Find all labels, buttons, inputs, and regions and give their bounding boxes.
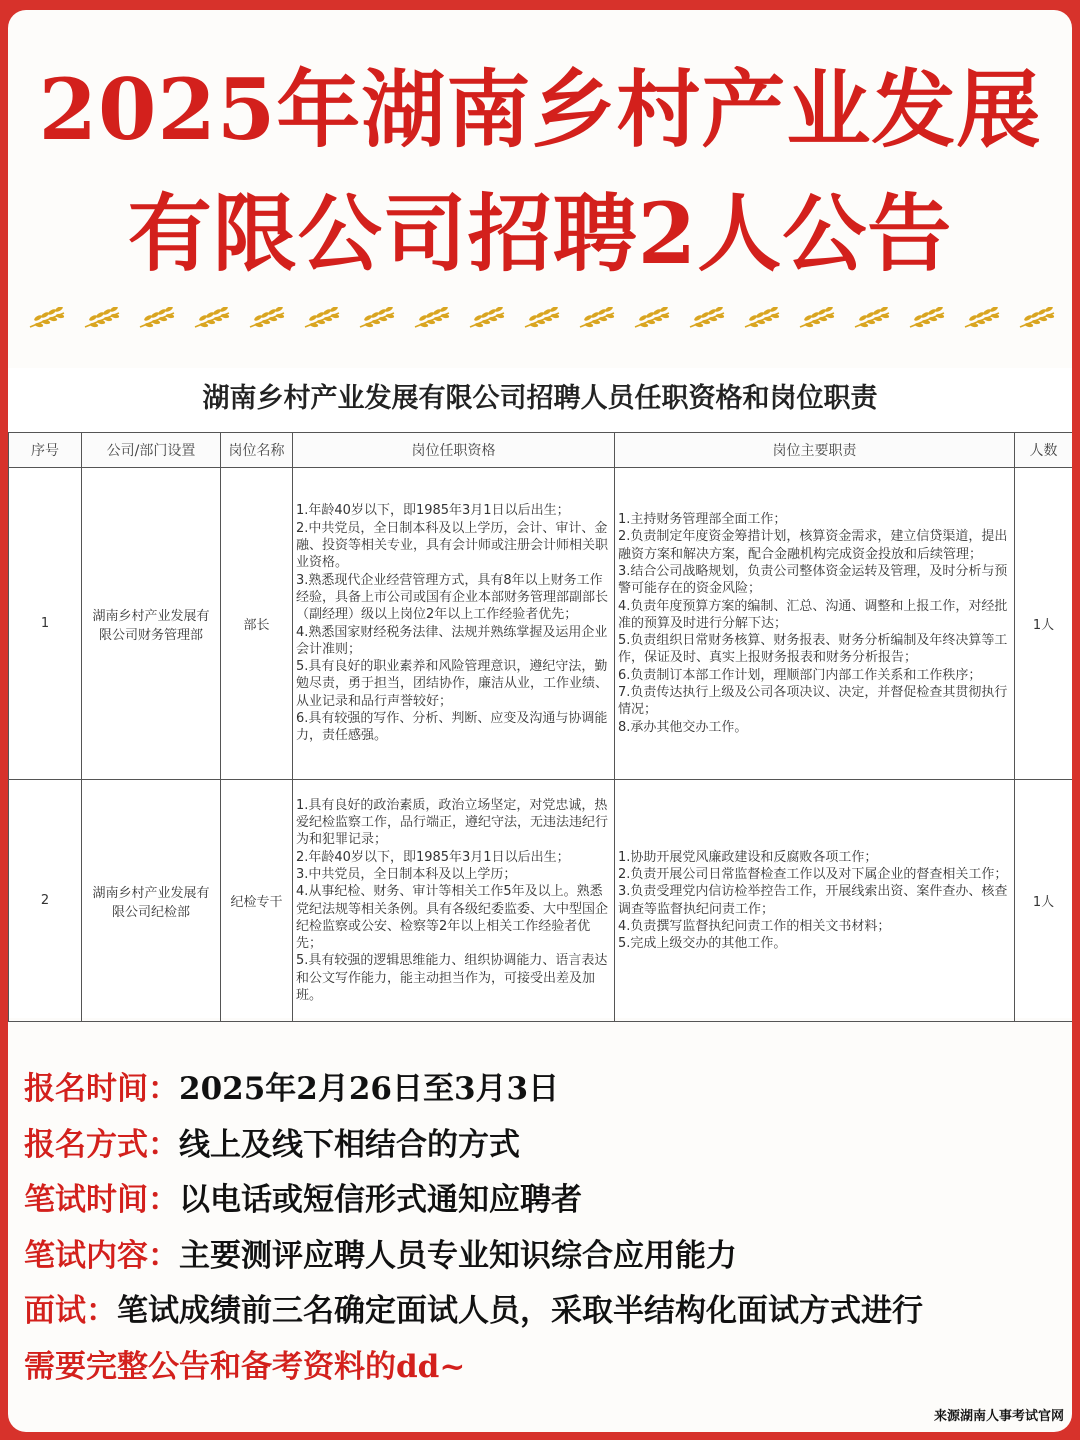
col-header-position: 岗位名称: [221, 433, 293, 468]
list-item: 8.承办其他交办工作。: [618, 719, 748, 735]
exam-time-label: 笔试时间：: [24, 1182, 179, 1218]
col-header-count: 人数: [1015, 433, 1073, 468]
list-item: 4.负责年度预算方案的编制、汇总、沟通、调整和上报工作，对经批准的预算及时进行分解下达；: [618, 598, 1008, 631]
recruitment-table-sheet: [8, 368, 1072, 1018]
list-item: 3.熟悉现代企业经营管理方式，具有8年以上财务工作经验，具备上市公司或国有企业本部财务管理部副部长（副经理）级以上岗位2年以上工作经验者优先；: [296, 572, 609, 623]
list-item: 2.负责开展公司日常监督检查工作以及对下属企业的督查相关工作；: [618, 866, 1008, 882]
source-note: 来源湖南人事考试官网: [933, 1409, 1064, 1424]
list-item: 2.负责制定年度资金筹措计划，核算资金需求，建立信贷渠道，提出融资方案和解决方案，配合金融机构完成资金投放和后续管理；: [618, 529, 1008, 562]
list-item: 5.负责组织日常财务核算、财务报表、财务分析编制及年终决算等工作，保证及时、真实上报财务报表和财务分析报告；: [618, 633, 1008, 666]
exam-content-value: 主要测评应聘人员专业知识综合应用能力: [179, 1237, 737, 1274]
wheat-ear-icon: [413, 307, 453, 331]
table-row: [9, 780, 1073, 1022]
wheat-ear-icon: [963, 307, 1003, 331]
list-item: 7.负责传达执行上级及公司各项决议、决定，并督促检查其贯彻执行情况；: [618, 685, 1008, 718]
table-title: 湖南乡村产业发展有限公司招聘人员任职资格和岗位职责: [202, 383, 878, 414]
col-header-duties: 岗位主要职责: [615, 433, 1015, 468]
list-item: 6.具有较强的写作、分析、判断、应变及沟通与协调能力，责任感强。: [296, 710, 608, 744]
signup-method-label: 报名方式：: [24, 1126, 179, 1163]
signup-time-label: 报名时间：: [24, 1071, 179, 1107]
list-item: 5.具有良好的职业素养和风险管理意识，遵纪守法，勤勉尽责，勇于担当，团结协作，廉洁从业，工作业绩、从业记录和品行声誉较好；: [296, 659, 609, 709]
list-item: 5.完成上级交办的其他工作。: [618, 936, 787, 952]
list-item: 3.结合公司战略规划，负责公司整体资金运转及管理，及时分析与预警可能存在的资金风险；: [618, 563, 1008, 597]
list-item: 4.从事纪检、财务、审计等相关工作5年及以上。熟悉党纪法规等相关条例。具有各级纪委监委、大中型国企纪检监察或公安、检察等2年以上相关工作经验者优先；: [296, 884, 609, 952]
interview-label: 面试：: [24, 1293, 117, 1329]
cell-dept: 湖南乡村产业发展有限公司财务管理部: [82, 468, 221, 780]
title-line-2: 有限公司招聘2人公告: [127, 184, 953, 283]
list-item: 3.负责受理党内信访检举控告工作，开展线索出资、案件查办、核查调查等监督执纪问责工作；: [618, 884, 1008, 917]
wheat-ear-icon: [193, 307, 233, 331]
wheat-ear-icon: [248, 307, 288, 331]
cell-no: 1: [9, 468, 82, 780]
col-header-qualifications: 岗位任职资格: [293, 433, 615, 468]
interview: [24, 1284, 1064, 1340]
list-item: 5.具有较强的逻辑思维能力、组织协调能力、语言表达和公文写作能力，能主动担当作为，可接受出差及加班。: [296, 953, 608, 1003]
exam-time: [24, 1173, 1064, 1229]
notice-page: [8, 10, 1072, 1432]
exam-content-label: 笔试内容：: [24, 1237, 179, 1274]
info-section: [24, 1062, 1064, 1395]
wheat-ear-icon: [138, 307, 178, 331]
table-header-row: [9, 433, 1073, 468]
wheat-ear-icon: [633, 307, 673, 331]
list-item: 2.年龄40岁以下，即1985年3月1日以后出生；: [296, 849, 570, 865]
col-header-dept: 公司/部门设置: [82, 433, 221, 468]
table-row: [9, 468, 1073, 780]
material-note: 需要完整公告和备考资料的dd~: [24, 1348, 466, 1385]
cell-duties: [615, 468, 1015, 780]
cell-position: 部长: [221, 468, 293, 780]
list-item: 4.熟悉国家财经税务法律、法规并熟练掌握及运用企业会计准则；: [296, 624, 608, 657]
title-line-1: 2025年湖南乡村产业发展: [38, 60, 1042, 159]
notice-title: [8, 48, 1072, 296]
exam-time-value: 以电话或短信形式通知应聘者: [179, 1182, 582, 1218]
list-item: 1.协助开展党风廉政建设和反腐败各项工作；: [618, 849, 878, 865]
cell-duties: [615, 780, 1015, 1022]
signup-time: [24, 1062, 1064, 1118]
recruitment-table: [8, 432, 1072, 1022]
wheat-ear-icon: [798, 307, 838, 331]
list-item: 1.主持财务管理部全面工作；: [618, 512, 787, 528]
wheat-ear-icon: [358, 307, 398, 331]
exam-content: [24, 1229, 1064, 1285]
wheat-ear-icon: [688, 307, 728, 331]
cell-dept: 湖南乡村产业发展有限公司纪检部: [82, 780, 221, 1022]
wheat-ear-icon: [908, 307, 948, 331]
cell-count: 1人: [1015, 468, 1073, 780]
cell-count: 1人: [1015, 780, 1073, 1022]
wheat-ear-icon: [303, 307, 343, 331]
signup-method: [24, 1118, 1064, 1174]
col-header-no: 序号: [9, 433, 82, 468]
wheat-ear-icon: [523, 307, 563, 331]
wheat-ear-icon: [578, 307, 618, 331]
interview-value: 笔试成绩前三名确定面试人员，采取半结构化面试方式进行: [117, 1293, 923, 1329]
list-item: 6.负责制订本部工作计划，理顺部门内部工作关系和工作秩序；: [618, 667, 982, 683]
cell-qualifications: [293, 780, 615, 1022]
wheat-ear-icon: [28, 307, 68, 331]
cell-position: 纪检专干: [221, 780, 293, 1022]
cell-no: 2: [9, 780, 82, 1022]
list-item: 2.中共党员，全日制本科及以上学历，会计、审计、金融、投资等相关专业，具有会计师或注册会计师相关职业资格。: [296, 520, 609, 571]
wheat-ear-icon: [1018, 307, 1058, 331]
wheat-ear-icon: [853, 307, 893, 331]
wheat-decoration: [28, 302, 1058, 336]
wheat-ear-icon: [468, 307, 508, 331]
list-item: 4.负责撰写监督执纪问责工作的相关文书材料；: [618, 918, 891, 934]
wheat-ear-icon: [83, 307, 123, 331]
list-item: 3.中共党员，全日制本科及以上学历；: [296, 866, 517, 882]
list-item: 1.具有良好的政治素质，政治立场坚定，对党忠诚，热爱纪检监察工作，品行端正，遵纪守法，无违法违纪行为和犯罪记录；: [296, 797, 609, 848]
signup-time-value: 2025年2月26日至3月3日: [179, 1071, 560, 1107]
wheat-ear-icon: [743, 307, 783, 331]
list-item: 1.年龄40岁以下，即1985年3月1日以后出生；: [296, 503, 570, 519]
cell-qualifications: [293, 468, 615, 780]
signup-method-value: 线上及线下相结合的方式: [179, 1126, 520, 1163]
